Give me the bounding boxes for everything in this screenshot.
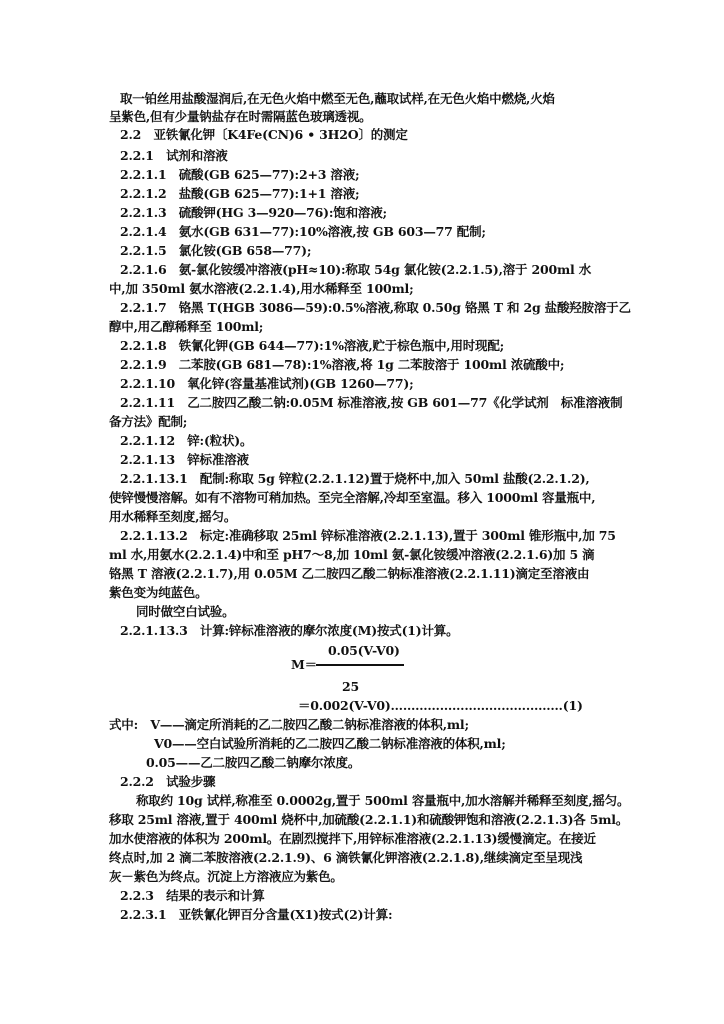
section-heading: 2.2.3 结果的表示和计算 (120, 888, 265, 903)
para-line: 移取 25ml 溶液,置于 400ml 烧杯中,加硫酸(2.2.1.1)和硫酸钾饱和溶液(2.2.1.3)各 5ml。 (109, 812, 629, 827)
list-item: 2.2.1.13.2 标定:准确移取 25ml 锌标准溶液(2.2.1.13),置于 300ml 锥形瓶中,加 75 (120, 528, 616, 543)
para-line: 呈紫色,但有少量钠盐存在时需隔蓝色玻璃透视。 (109, 109, 372, 124)
list-item: 2.2.1.9 二苯胺(GB 681—78):1%溶液,将 1g 二苯胺溶于 100ml 浓硫酸中; (120, 357, 565, 372)
list-item: 2.2.1.13.1 配制:称取 5g 锌粒(2.2.1.12)置于烧杯中,加入 50ml 盐酸(2.2.1.2), (120, 471, 590, 486)
list-item: 2.2.1.2 盐酸(GB 625—77):1+1 溶液; (120, 186, 360, 201)
section-heading: 2.2.1 试剂和溶液 (120, 148, 228, 163)
list-item-continued: 备方法》配制; (109, 414, 188, 429)
para-line: 灰－紫色为终点。沉淀上方溶液应为紫色。 (109, 869, 343, 884)
para-line: 取一铂丝用盐酸湿润后,在无色火焰中燃至无色,蘸取试样,在无色火焰中燃烧,火焰 (120, 91, 555, 106)
para-line: 终点时,加 2 滴二苯胺溶液(2.2.1.9)、6 滴铁氰化钾溶液(2.2.1.8),继续滴定至呈现浅 (109, 850, 583, 865)
list-item: 2.2.1.5 氯化铵(GB 658—77); (120, 243, 312, 258)
formula-lhs: M＝ (291, 657, 317, 672)
list-item: 2.2.1.7 铬黑 T(HGB 3086—59):0.5%溶液,称取 0.50g 铬黑 T 和 2g 盐酸羟胺溶于乙 (120, 300, 631, 315)
list-item: 2.2.1.11 乙二胺四乙酸二钠:0.05M 标准溶液,按 GB 601—77《化学试剂 标准溶液制 (120, 395, 623, 410)
list-item: 2.2.3.1 亚铁氰化钾百分含量(X1)按式(2)计算: (120, 907, 393, 922)
list-item: 2.2.1.3 硫酸钾(HG 3—920—76):饱和溶液; (120, 205, 387, 220)
para-line: 用水稀释至刻度,摇匀。 (109, 509, 237, 524)
list-item: 2.2.1.13.3 计算:锌标准溶液的摩尔浓度(M)按式(1)计算。 (120, 623, 459, 638)
para-line: 使锌慢慢溶解。如有不溶物可稍加热。至完全溶解,冷却至室温。移入 1000ml 容量瓶中, (109, 490, 596, 505)
fraction-bar (316, 664, 404, 666)
para-line: 紫色变为纯蓝色。 (109, 585, 208, 600)
list-item: 2.2.1.10 氧化锌(容量基准试剂)(GB 1260—77); (120, 376, 414, 391)
section-heading: 2.2.1.13 锌标准溶液 (120, 452, 249, 467)
list-item-continued: 中,加 350ml 氨水溶液(2.2.1.4),用水稀释至 100ml; (109, 281, 414, 296)
definition-line: V0——空白试验所消耗的乙二胺四乙酸二钠标准溶液的体积,ml; (154, 736, 506, 751)
definition-line: 0.05——乙二胺四乙酸二钠摩尔浓度。 (146, 755, 361, 770)
definition-line: 式中: V——滴定所消耗的乙二胺四乙酸二钠标准溶液的体积,ml; (109, 717, 469, 732)
formula-denominator: 25 (342, 679, 359, 694)
list-item: 2.2.1.1 硫酸(GB 625—77):2+3 溶液; (120, 167, 360, 182)
list-item: 2.2.1.6 氨-氯化铵缓冲溶液(pH≈10):称取 54g 氯化铵(2.2.1.5),溶于 200ml 水 (120, 262, 592, 277)
para-line: ml 水,用氨水(2.2.1.4)中和至 pH7～8,加 10ml 氨-氯化铵缓冲溶液(2.2.1.6)加 5 滴 (109, 547, 595, 562)
formula-numerator: 0.05(V-V0) (328, 643, 400, 658)
list-item: 2.2.1.8 铁氰化钾(GB 644—77):1%溶液,贮于棕色瓶中,用时现配; (120, 338, 505, 353)
list-item: 2.2.1.12 锌:(粒状)。 (120, 433, 253, 448)
list-item: 2.2.1.4 氨水(GB 631—77):10%溶液,按 GB 603—77 配制; (120, 224, 486, 239)
para-line: 称取约 10g 试样,称准至 0.0002g,置于 500ml 容量瓶中,加水溶解并稀释至刻度,摇匀。 (136, 793, 630, 808)
para-line: 铬黑 T 溶液(2.2.1.7),用 0.05M 乙二胺四乙酸二钠标准溶液(2.2.1.11)滴定至溶液由 (109, 566, 590, 581)
para-line: 同时做空白试验。 (136, 604, 235, 619)
para-line: 加水使溶液的体积为 200ml。在剧烈搅拌下,用锌标准溶液(2.2.1.13)缓慢滴定。在接近 (109, 831, 596, 846)
section-heading: 2.2 亚铁氰化钾〔K4Fe(CN)6 • 3H2O〕的测定 (120, 127, 408, 142)
section-heading: 2.2.2 试验步骤 (120, 774, 216, 789)
formula-result: ＝0.002(V-V0)……………………………………(1) (298, 698, 583, 713)
list-item-continued: 醇中,用乙醇稀释至 100ml; (109, 319, 264, 334)
